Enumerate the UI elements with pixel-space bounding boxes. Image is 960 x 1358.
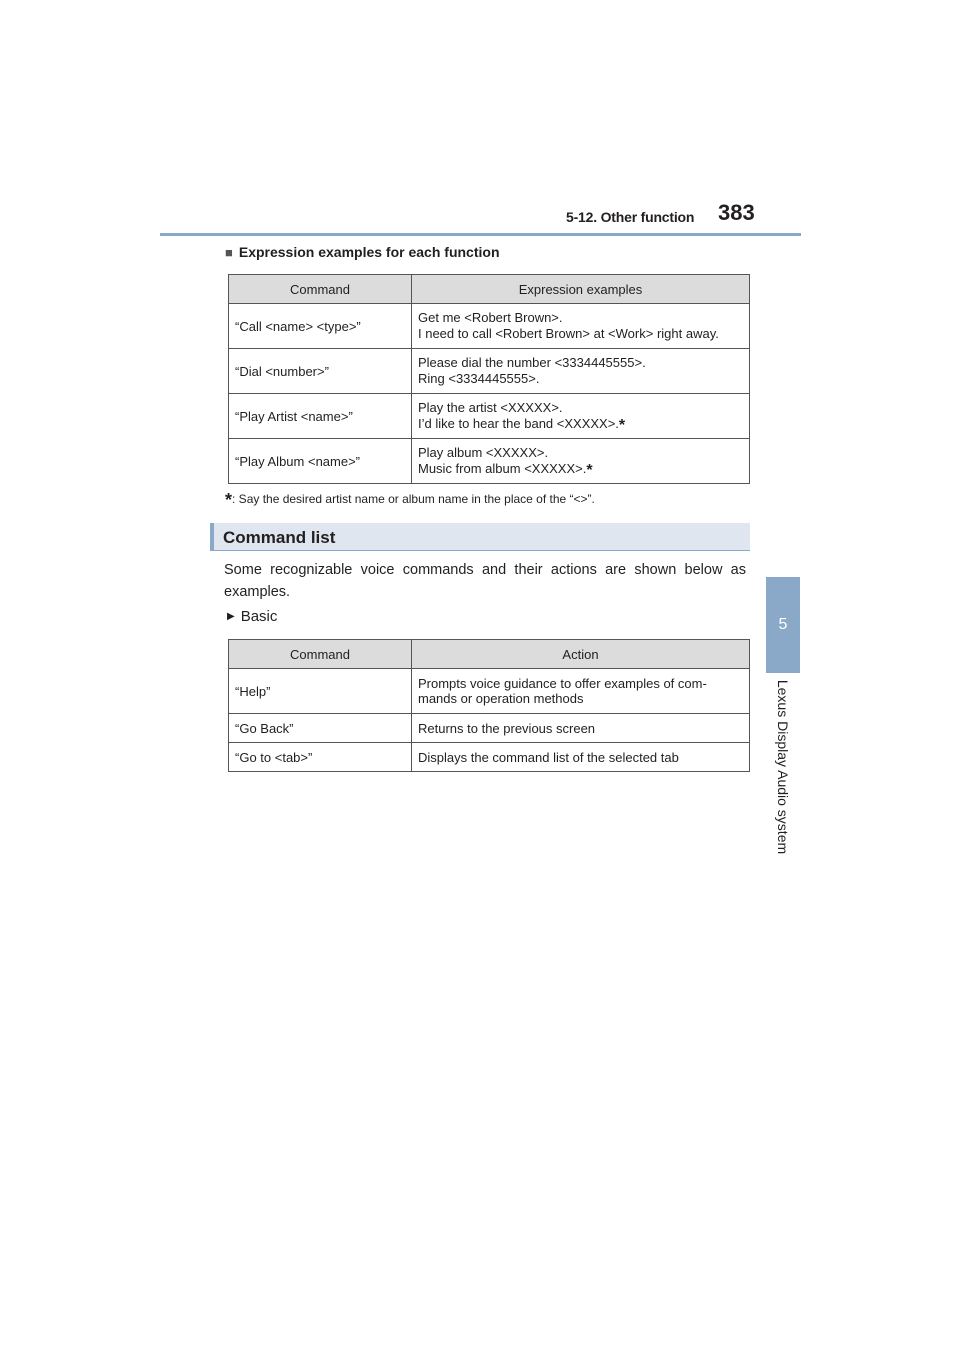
table-row — [229, 439, 750, 484]
command-cell: “Call <name> <type>” — [229, 304, 412, 349]
triangle-bullet-icon: ▶ — [227, 611, 235, 622]
command-list-heading: Command list — [210, 523, 750, 551]
table-header-row — [229, 275, 750, 304]
chapter-tab — [766, 577, 800, 673]
basic-bullet — [227, 608, 277, 625]
footnote-text: : Say the desired artist name or album name in the place of the “<>”. — [232, 492, 595, 506]
expression-line: I need to call <Robert Brown> at <Work> right away. — [418, 326, 719, 341]
chapter-number: 5 — [778, 616, 788, 633]
table-row — [229, 394, 750, 439]
expression-line: Please dial the number <3334445555>. — [418, 355, 646, 370]
column-header-expressions: Expression examples — [412, 275, 750, 304]
page-number: 383 — [718, 200, 755, 225]
footnote-marker: * — [586, 462, 593, 479]
expression-cell — [412, 439, 750, 484]
expression-line-text: Music from album <XXXXX>. — [418, 461, 587, 476]
expression-line — [418, 416, 743, 432]
expression-line — [418, 461, 743, 477]
column-header-command: Command — [229, 275, 412, 304]
expression-cell — [412, 394, 750, 439]
command-cell: “Dial <number>” — [229, 349, 412, 394]
command-cell: “Help” — [229, 669, 412, 714]
footnote — [225, 490, 595, 511]
expression-subheading — [225, 244, 500, 260]
action-cell: Returns to the previous screen — [412, 714, 750, 743]
table-header-row — [229, 640, 750, 669]
expression-cell — [412, 304, 750, 349]
section-title: 5-12. Other function — [566, 209, 695, 225]
header-divider — [160, 233, 801, 236]
table-row — [229, 304, 750, 349]
expression-table — [228, 274, 750, 484]
action-cell: Displays the command list of the selected tab — [412, 743, 750, 772]
command-cell: “Go to <tab>” — [229, 743, 412, 772]
expression-line-text: I’d like to hear the band <XXXXX>. — [418, 416, 619, 431]
command-cell: “Play Artist <name>” — [229, 394, 412, 439]
expression-line: Ring <3334445555>. — [418, 371, 540, 386]
table-row — [229, 349, 750, 394]
footnote-star: * — [225, 490, 233, 510]
chapter-label: Lexus Display Audio system — [775, 679, 791, 855]
footnote-marker: * — [618, 417, 626, 434]
intro-paragraph: Some recognizable voice commands and their actions are shown below as examples. — [224, 562, 746, 600]
expression-line: Get me <Robert Brown>. — [418, 310, 563, 325]
column-header-action: Action — [412, 640, 750, 669]
table-row — [229, 714, 750, 743]
command-cell: “Go Back” — [229, 714, 412, 743]
square-bullet-icon: ■ — [225, 245, 233, 260]
column-header-command: Command — [229, 640, 412, 669]
basic-command-table — [228, 639, 750, 772]
command-cell: “Play Album <name>” — [229, 439, 412, 484]
table-row — [229, 669, 750, 714]
expression-cell — [412, 349, 750, 394]
expression-line: Play album <XXXXX>. — [418, 445, 549, 460]
expression-subheading-text: Expression examples for each function — [238, 244, 500, 260]
action-cell: Prompts voice guidance to offer examples of com-mands or operation methods — [412, 669, 750, 714]
table-row — [229, 743, 750, 772]
expression-line: Play the artist <XXXXX>. — [418, 400, 563, 415]
basic-bullet-label: Basic — [240, 608, 278, 625]
